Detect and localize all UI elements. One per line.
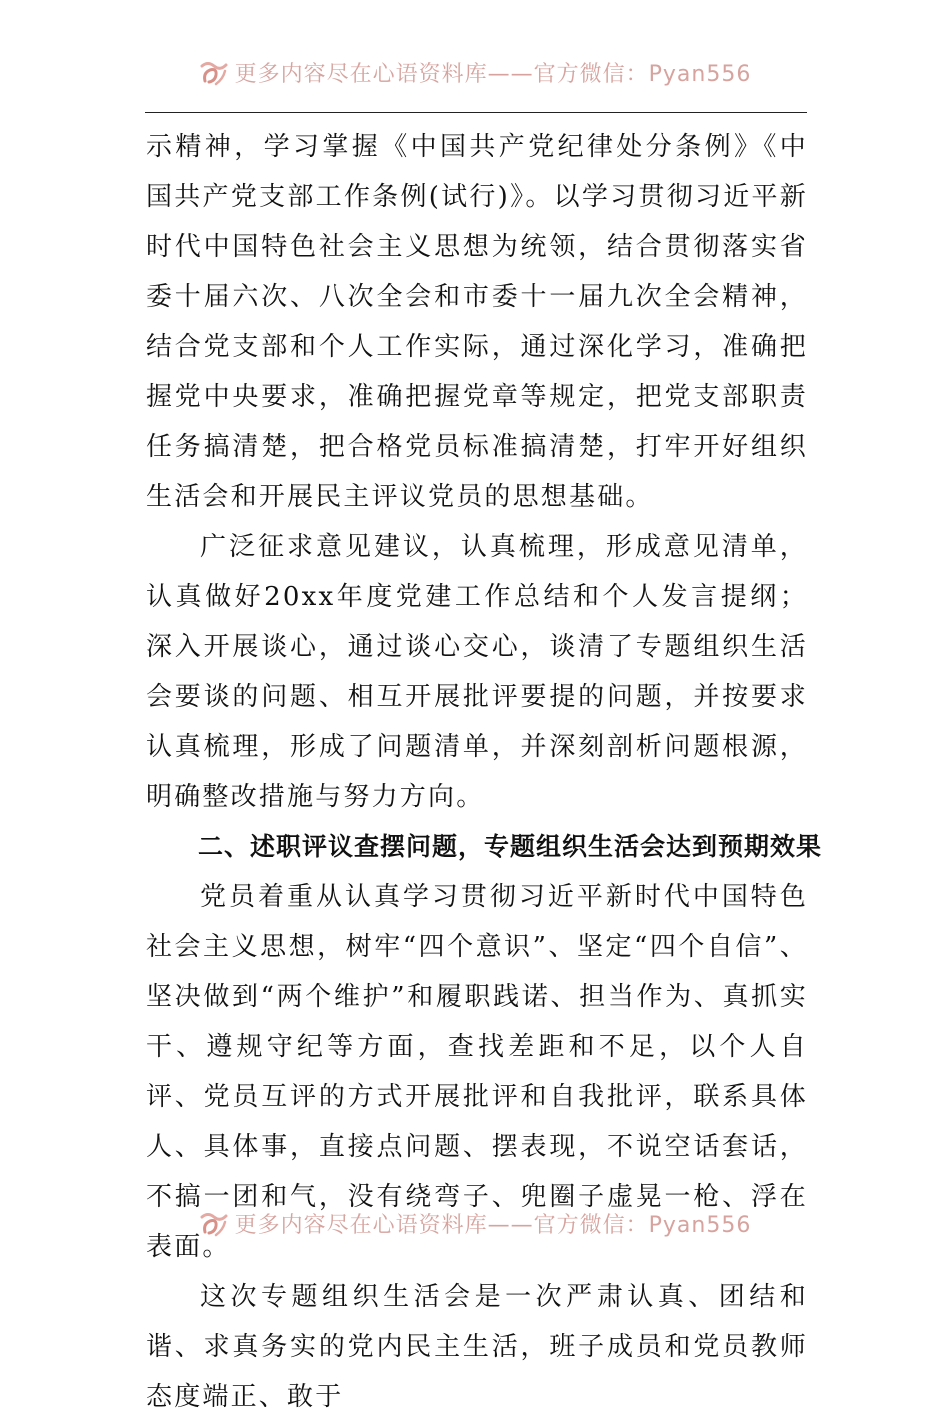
brand-logo-icon [199,1208,229,1238]
body-paragraph: 这次专题组织生活会是一次严肃认真、团结和谐、求真务实的党内民主生活，班子成员和党员教师态度端正、敢于 [146,1282,808,1412]
header-divider [145,112,807,113]
brand-logo-icon [199,57,229,87]
body-paragraph: 党员着重从认真学习贯彻习近平新时代中国特色社会主义思想，树牢“四个意识”、坚定“四个自信”、坚决做到“两个维护”和履职践诺、担当作为、真抓实干、遵规守纪等方面，查找差距和不足，以个人自评、党员互评的方式开展批评和自我批评，联系具体人、具体事，直接点问题、摆表现，不说空话套话，不搞一团和气，没有绕弯子、兜圈子虚晃一枪、浮在表面。 [146,882,808,1262]
watermark-text: 更多内容尽在心语资料库——官方微信：Pyan556 [234,1212,752,1238]
section-heading: 二、述职评议查摆问题，专题组织生活会达到预期效果 [198,832,823,861]
body-paragraph: 示精神，学习掌握《中国共产党纪律处分条例》《中国共产党支部工作条例(试行)》。以学习贯彻习近平新时代中国特色社会主义思想为统领，结合贯彻落实省委十届六次、八次全会和市委十一届九次全会精神，结合党支部和个人工作实际，通过深化学习，准确把握党中央要求，准确把握党章等规定，把党支部职责任务搞清楚，把合格党员标准搞清楚，打牢开好组织生活会和开展民主评议党员的思想基础。 [146,132,808,512]
watermark-text: 更多内容尽在心语资料库——官方微信：Pyan556 [234,61,752,87]
body-paragraph: 广泛征求意见建议，认真梳理，形成意见清单，认真做好20xx年度党建工作总结和个人发言提纲；深入开展谈心，通过谈心交心，谈清了专题组织生活会要谈的问题、相互开展批评要提的问题，并按要求认真梳理，形成了问题清单，并深刻剖析问题根源，明确整改措施与努力方向。 [146,532,808,812]
header-watermark [0,52,950,92]
footer-watermark [0,1203,950,1243]
